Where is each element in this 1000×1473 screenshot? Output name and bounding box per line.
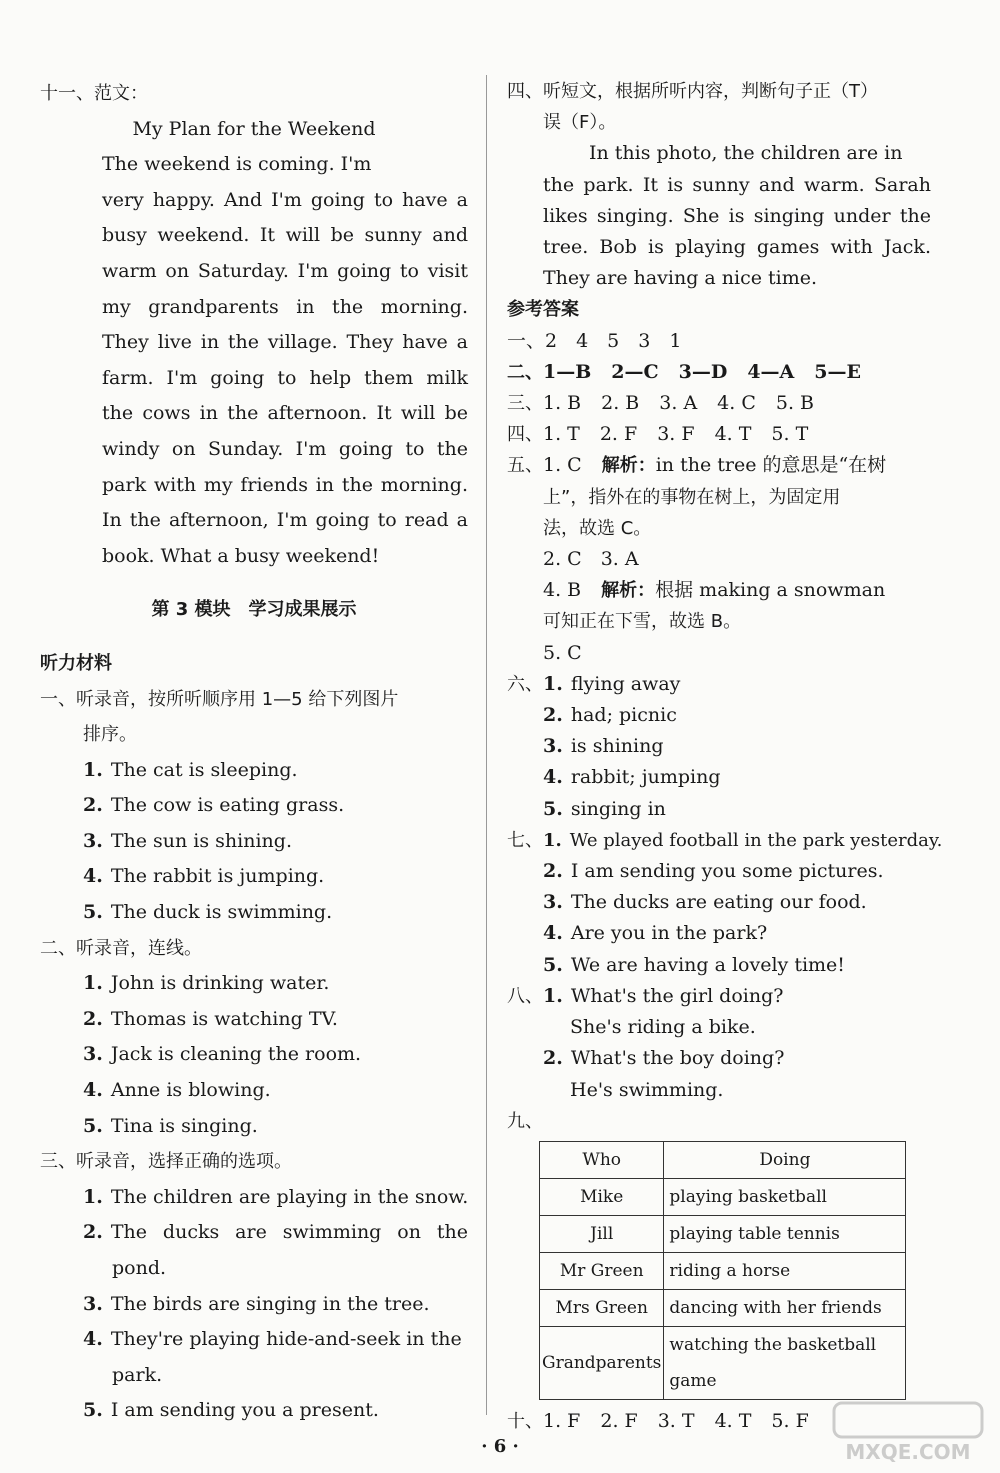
passage-line: In this photo, the children are in [589, 142, 903, 165]
table-row: Mr Green riding a horse [540, 1252, 906, 1289]
module-title: 第 3 模块 学习成果展示 [151, 599, 357, 621]
site-watermark-logo [828, 1399, 988, 1463]
table-header-row [540, 1141, 906, 1178]
passage-line: They are having a nice time. [543, 267, 818, 290]
essay-line: book. What a busy weekend! [102, 544, 380, 567]
list-item: 4. Anne is blowing. [83, 1079, 271, 1102]
answer-5-q5: 5. C [543, 641, 582, 664]
answer-9-label: 九、 [507, 1110, 543, 1132]
list-item: 3. Jack is cleaning the room. [83, 1043, 362, 1066]
passage-line: likes singing. She is singing under the [543, 204, 931, 227]
list-item: 5. I am sending you a present. [83, 1399, 379, 1422]
answer-4: 四、1. T 2. F 3. F 4. T 5. T [507, 423, 809, 446]
right-column [507, 76, 943, 1437]
list-item: 2. The ducks are swimming on the [83, 1221, 468, 1244]
passage-line: the park. It is sunny and warm. Sarah [543, 173, 931, 196]
section-2-title: 二、听录音，连线。 [40, 937, 202, 959]
answer-1: 一、2 4 5 3 1 [507, 329, 682, 352]
answer-3: 三、1. B 2. B 3. A 4. C 5. B [507, 392, 815, 415]
passage-line: tree. Bob is playing games with Jack. [543, 236, 931, 259]
answer-9-table [539, 1141, 906, 1400]
listening-heading: 听力材料 [40, 652, 112, 674]
left-column [40, 76, 468, 1429]
list-item: 2. The cow is eating grass. [83, 794, 345, 817]
answer-5-q4: 4. B 解析：根据 making a snowman [543, 579, 886, 602]
list-item: 1. The children are playing in the snow. [83, 1185, 469, 1208]
answer-6-item: 六、1. flying away [507, 672, 681, 695]
table-row: Mrs Green dancing with her friends [540, 1289, 906, 1326]
list-item-cont: park. [112, 1363, 163, 1386]
column-divider [486, 75, 487, 1415]
svg-text:MXQE.COM: MXQE.COM [845, 1440, 971, 1463]
answer-6-item: 5. singing in [543, 797, 666, 820]
table-header-doing: Doing [664, 1141, 906, 1178]
essay-line: windy on Sunday. I'm going to the [102, 437, 468, 460]
answer-6-item: 2. had; picnic [543, 704, 677, 727]
section-1-title-cont: 排序。 [83, 724, 137, 746]
essay-line: park with my friends in the morning. [102, 473, 468, 496]
page-number: · 6 · [481, 1436, 519, 1457]
list-item: 3. The sun is shining. [83, 829, 292, 852]
section-4-title-cont: 误（F）。 [543, 112, 617, 134]
answer-5-explanation: 法，故选 C。 [543, 517, 652, 539]
answer-10: 十、1. F 2. F 3. T 4. T 5. F [507, 1409, 809, 1432]
section-4-title: 四、听短文，根据所听内容，判断句子正（T） [507, 81, 878, 102]
table-header-who: Who [540, 1141, 664, 1178]
list-item: 3. The birds are singing in the tree. [83, 1292, 430, 1315]
essay-line: warm on Saturday. I'm going to visit [102, 259, 468, 282]
list-item: 2. Thomas is watching TV. [83, 1007, 338, 1030]
essay-line: They live in the village. They have a [102, 331, 468, 354]
answer-7-item: 4. Are you in the park? [543, 922, 768, 945]
answer-7-item: 七、1. We played football in the park yesterday. [507, 829, 943, 851]
answers-heading: 参考答案 [507, 299, 579, 321]
answer-2: 二、1—B 2—C 3—D 4—A 5—E [507, 360, 861, 383]
answer-8-q2: 2. What's the boy doing? [543, 1047, 785, 1070]
table-row: Mike playing basketball [540, 1178, 906, 1215]
essay-heading: 十一、范文： [40, 83, 148, 104]
answer-7-item: 3. The ducks are eating our food. [543, 891, 867, 914]
list-item: 4. The rabbit is jumping. [83, 865, 325, 888]
answer-5-explanation: 可知正在下雪，故选 B。 [543, 611, 742, 633]
essay-title: My Plan for the Weekend [132, 117, 376, 140]
table-row: Jill playing table tennis [540, 1215, 906, 1252]
answer-6-item: 4. rabbit; jumping [543, 766, 721, 789]
essay-line: busy weekend. It will be sunny and [102, 224, 468, 247]
answer-7-item: 2. I am sending you some pictures. [543, 860, 884, 883]
section-1-title: 一、听录音，按所听顺序用 1—5 给下列图片 [40, 688, 399, 710]
essay-line: the cows in the afternoon. It will be [102, 402, 468, 425]
answer-8-a2: He's swimming. [570, 1078, 724, 1101]
list-item: 1. John is drinking water. [83, 972, 330, 995]
essay-line: In the afternoon, I'm going to read a [102, 509, 468, 532]
list-item: 5. Tina is singing. [83, 1114, 258, 1137]
answer-5-q23: 2. C 3. A [543, 548, 639, 571]
essay-line: very happy. And I'm going to have a [102, 188, 468, 211]
table-row: Grandparents watching the basketball game [540, 1326, 906, 1399]
list-item: 4. They're playing hide-and-seek in the [83, 1328, 462, 1351]
answer-5-q1: 五、1. C 解析：in the tree 的意思是“在树 [507, 454, 887, 477]
essay-line: The weekend is coming. I'm [102, 153, 372, 176]
section-3-title: 三、听录音，选择正确的选项。 [40, 1151, 292, 1173]
answer-8-a1: She's riding a bike. [570, 1016, 756, 1039]
list-item: 1. The cat is sleeping. [83, 758, 298, 781]
list-item-cont: pond. [112, 1257, 167, 1279]
answer-6-item: 3. is shining [543, 735, 664, 758]
answer-8-q1: 八、1. What's the girl doing? [507, 984, 784, 1007]
answer-5-explanation: 上”，指外在的事物在树上，为固定用 [543, 486, 841, 508]
list-item: 5. The duck is swimming. [83, 901, 333, 924]
essay-line: my grandparents in the morning. [102, 295, 468, 318]
essay-line: farm. I'm going to help them milk [102, 366, 468, 389]
answer-7-item: 5. We are having a lovely time! [543, 953, 845, 976]
